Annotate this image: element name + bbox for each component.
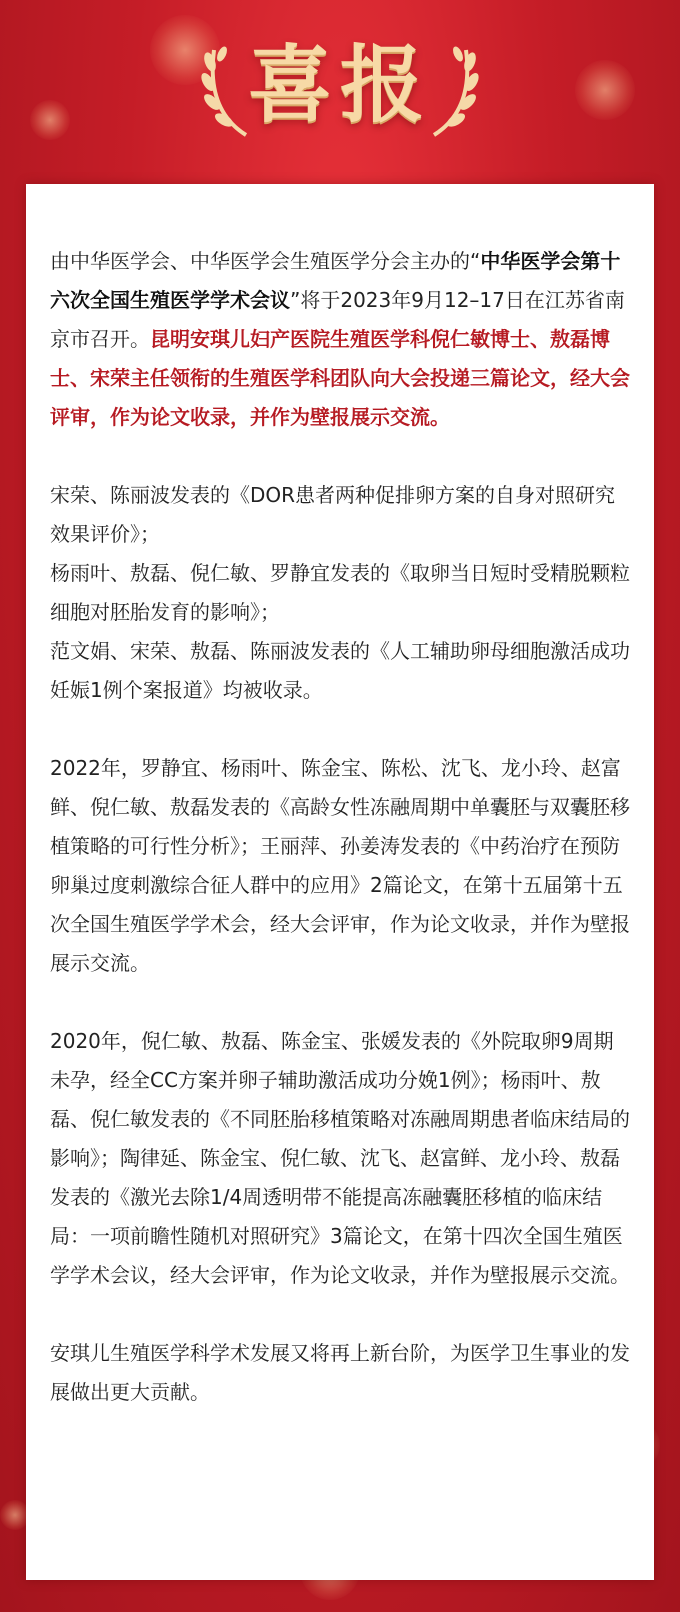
highlight-text: 昆明安琪儿妇产医院生殖医学科倪仁敏博士、敖磊博士、宋荣主任领衔的生殖医学科团队向大会投递三篇论文，经大会评审，作为论文收录，并作为壁报展示交流。 <box>50 327 630 429</box>
text: ”将于2023年9月12–17日在江苏省南京市召开。 <box>50 288 625 351</box>
paragraph-2020: 2020年，倪仁敏、敖磊、陈金宝、张媛发表的《外院取卵9周期未孕，经全CC方案并卵子辅助激活成功分娩1例》；杨雨叶、敖磊、倪仁敏发表的《不同胚胎移植策略对冻融周期患者临床结局的影响》；陶律延、陈金宝、倪仁敏、沈飞、赵富鲜、龙小玲、敖磊发表的《激光去除1/4周透明带不能提高冻融囊胚移植的临床结局：一项前瞻性随机对照研究》3篇论文，在第十四次全国生殖医学学术会议，经大会评审，作为论文收录，并作为壁报展示交流。 <box>50 1029 630 1287</box>
paragraph-2022: 2022年，罗静宜、杨雨叶、陈金宝、陈松、沈飞、龙小玲、赵富鲜、倪仁敏、敖磊发表的《高龄女性冻融周期中单囊胚与双囊胚移植策略的可行性分析》；王丽萍、孙姜涛发表的《中药治疗在预防卵巢过度刺激综合征人群中的应用》2篇论文，在第十五届第十五次全国生殖医学学术会，经大会评审，作为论文收录，并作为壁报展示交流。 <box>50 756 630 975</box>
paragraph-closing: 安琪儿生殖医学科学术发展又将再上新台阶，为医学卫生事业的发展做出更大贡献。 <box>50 1341 630 1404</box>
paragraph-paper-1: 宋荣、陈丽波发表的《DOR患者两种促排卵方案的自身对照研究效果评价》； <box>50 483 616 546</box>
paragraph-paper-2: 杨雨叶、敖磊、倪仁敏、罗静宜发表的《取卵当日短时受精脱颗粒细胞对胚胎发育的影响》； <box>50 561 630 624</box>
article-body <box>50 242 632 1451</box>
page-title: 喜报 <box>247 35 432 134</box>
laurel-right-icon <box>424 40 484 140</box>
paragraph-paper-3: 范文娟、宋荣、敖磊、陈丽波发表的《人工辅助卵母细胞激活成功妊娠1例个案报道》均被收录。 <box>50 639 630 702</box>
paragraph-announcement <box>50 242 632 437</box>
content-card <box>26 184 654 1580</box>
conference-name: 中华医学会第十六次全国生殖医学学术会议 <box>50 249 621 312</box>
header <box>0 0 680 180</box>
text: 由中华医学会、中华医学会生殖医学分会主办的“ <box>50 249 481 273</box>
